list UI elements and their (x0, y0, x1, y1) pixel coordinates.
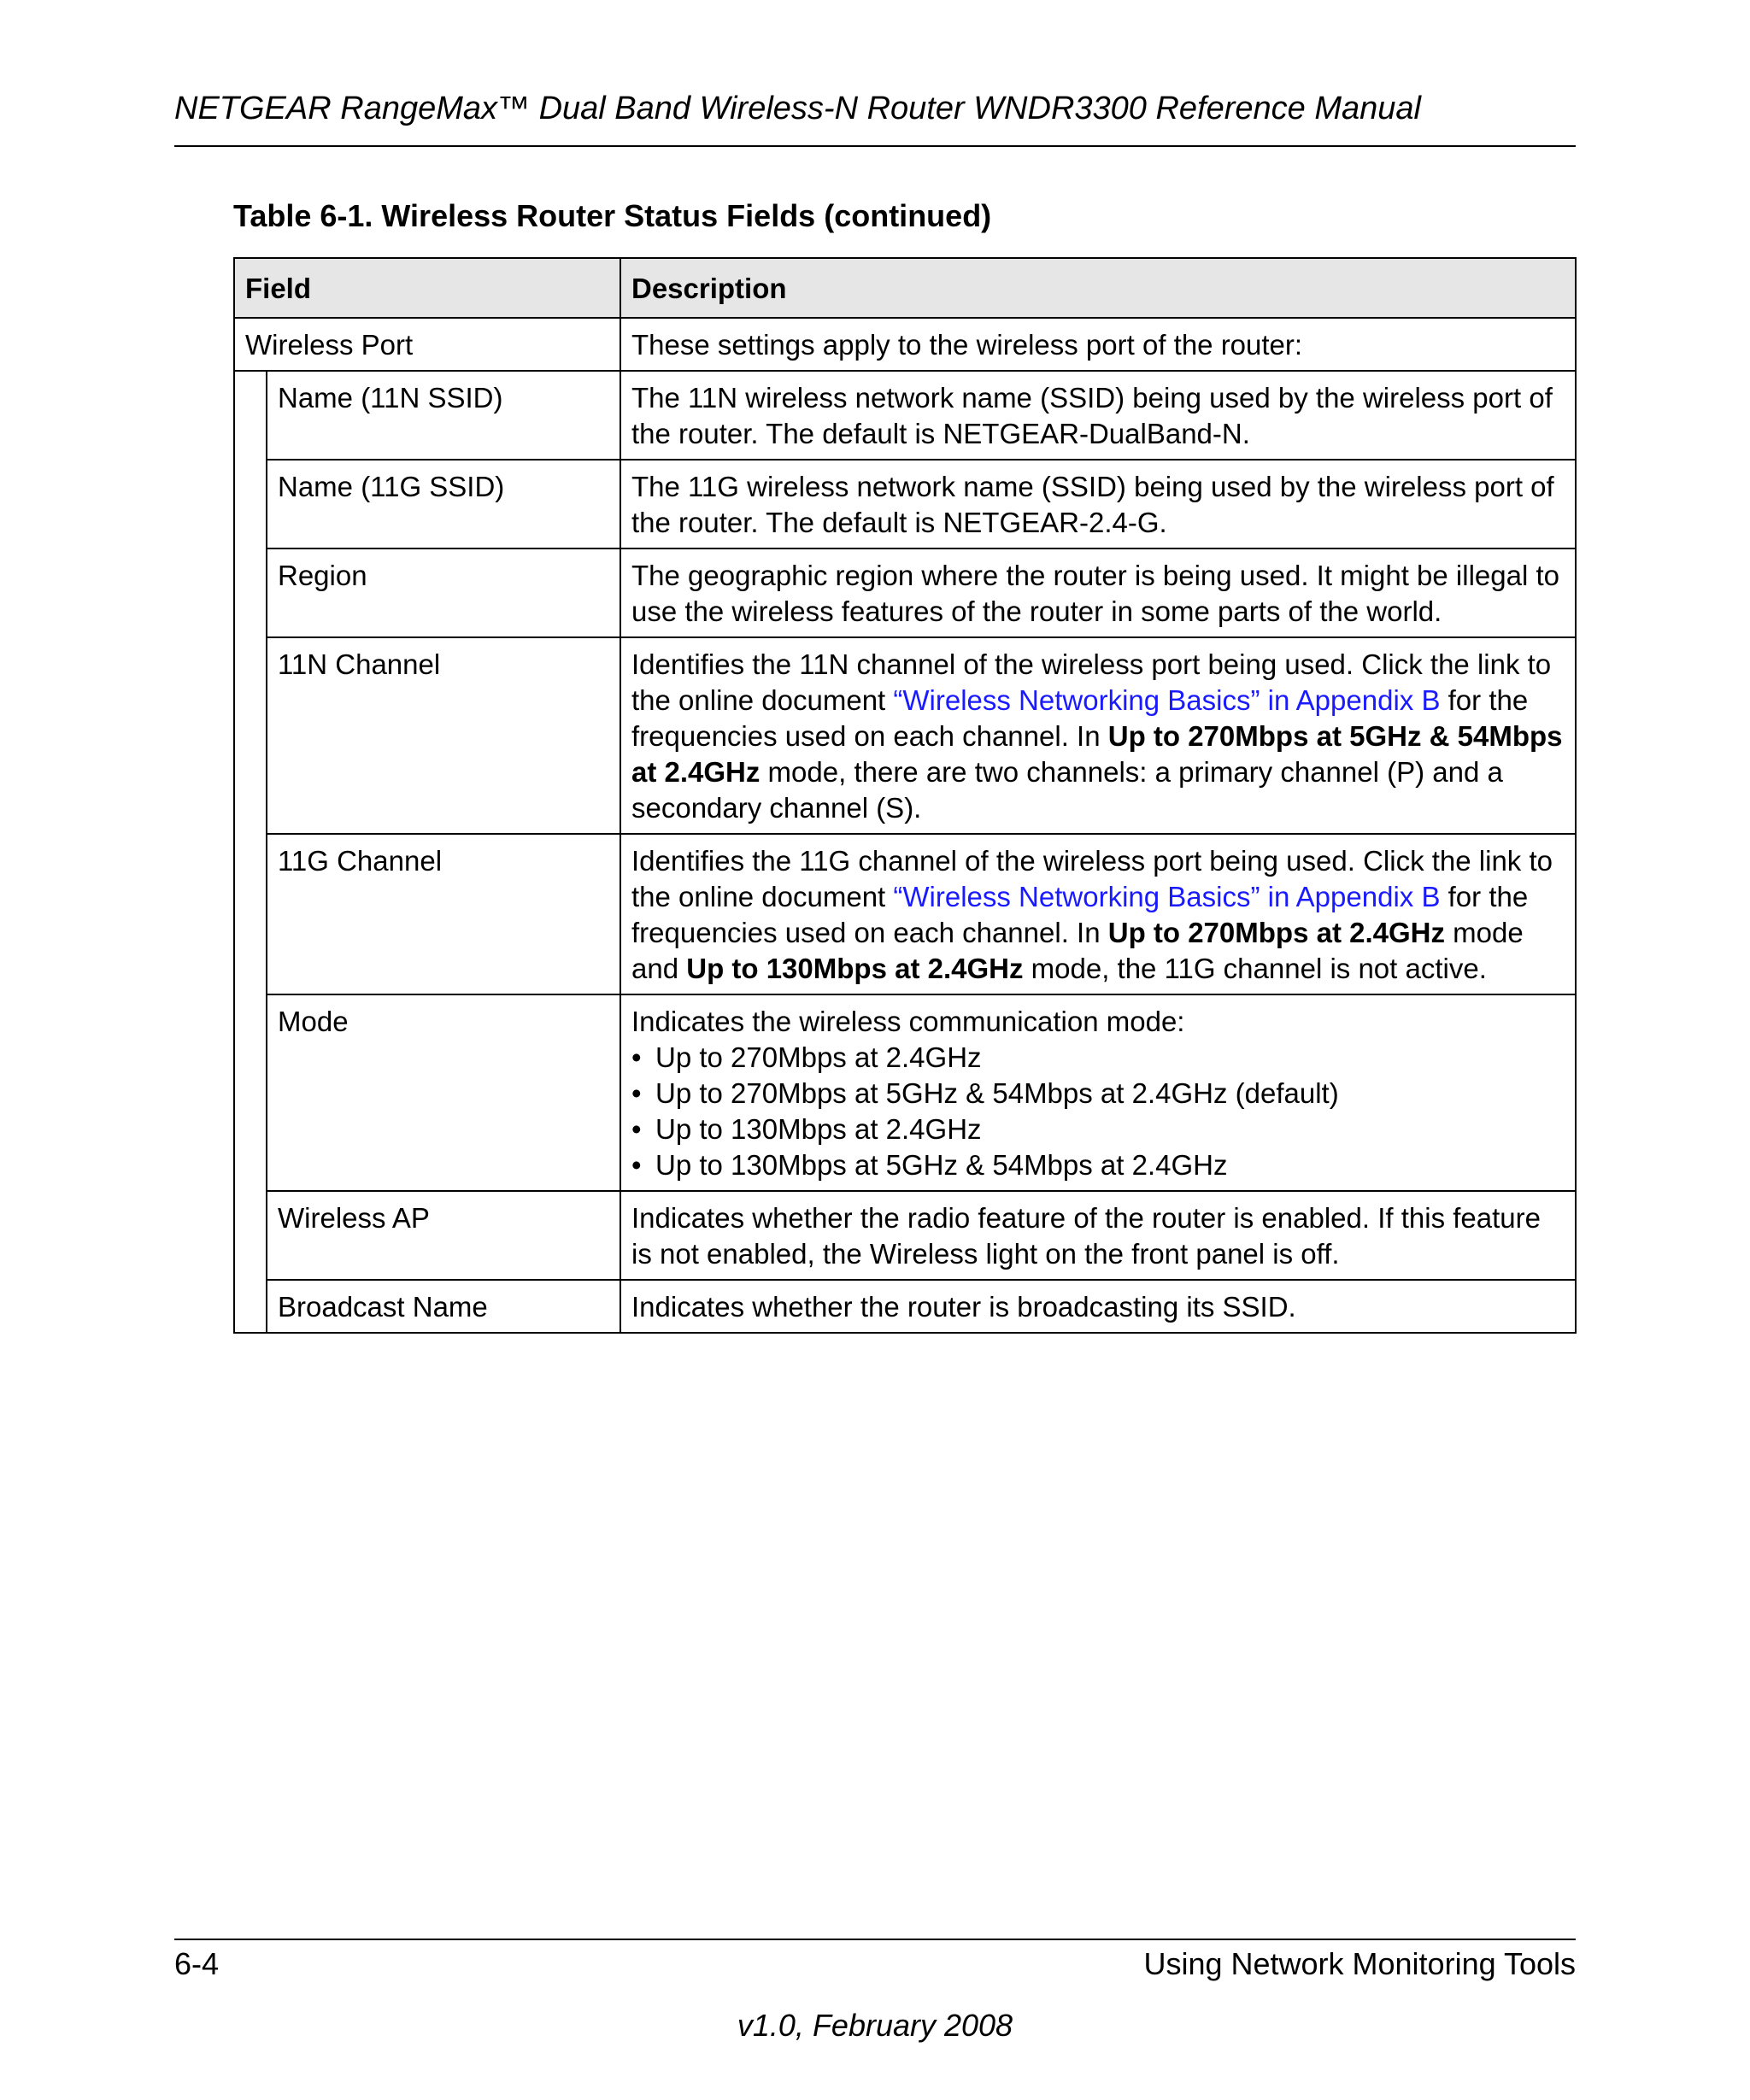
field-cell: Name (11G SSID) (267, 460, 620, 548)
field-cell: Broadcast Name (267, 1280, 620, 1333)
description-text: mode, there are two channels: a primary channel (P) and a secondary channel (S). (631, 756, 1503, 824)
field-cell: Wireless Port (234, 318, 620, 371)
table-row-broadcast-name (234, 1280, 1576, 1333)
field-cell: Wireless AP (267, 1191, 620, 1280)
description-cell: The geographic region where the router is being used. It might be illegal to use the wireless features of the router in some parts of the world. (620, 548, 1576, 637)
appendix-b-link[interactable]: “Wireless Networking Basics” in Appendix B (893, 881, 1441, 912)
table-row-region (234, 548, 1576, 637)
status-fields-table (233, 257, 1577, 1334)
table-header-row (234, 258, 1576, 318)
description-cell: Indicates whether the radio feature of the router is enabled. If this feature is not enabled, the Wireless light on the front panel is off. (620, 1191, 1576, 1280)
description-cell: The 11N wireless network name (SSID) being used by the wireless port of the router. The default is NETGEAR-DualBand-N. (620, 371, 1576, 460)
column-header-field: Field (234, 258, 620, 318)
column-header-description: Description (620, 258, 1576, 318)
description-text: Identifies the 11G channel of the wireless port being used. Click the link to the online document (631, 845, 1553, 912)
running-header: NETGEAR RangeMax™ Dual Band Wireless-N Router WNDR3300 Reference Manual (174, 91, 1421, 126)
table-row-11g-ssid (234, 460, 1576, 548)
mode-intro: Indicates the wireless communication mode: (631, 1006, 1185, 1037)
appendix-b-link[interactable]: “Wireless Networking Basics” in Appendix B (893, 684, 1441, 716)
field-cell: 11N Channel (267, 637, 620, 834)
field-cell: Mode (267, 994, 620, 1191)
description-text: for the frequencies used on each channel. In (631, 684, 1529, 752)
field-cell: Name (11N SSID) (267, 371, 620, 460)
indent-cell (234, 371, 267, 1333)
table-row-mode (234, 994, 1576, 1191)
description-cell (620, 637, 1576, 834)
version-line: v1.0, February 2008 (737, 2008, 1013, 2043)
description-text: for the frequencies used on each channel. In (631, 881, 1529, 948)
mode-list (631, 1040, 1565, 1183)
header-rule (174, 145, 1576, 147)
table-row-11n-channel (234, 637, 1576, 834)
description-cell: Indicates whether the router is broadcasting its SSID. (620, 1280, 1576, 1333)
table-row-wireless-ap (234, 1191, 1576, 1280)
section-title: Using Network Monitoring Tools (1143, 1946, 1576, 1981)
description-cell (620, 994, 1576, 1191)
description-cell: These settings apply to the wireless port of the router: (620, 318, 1576, 371)
table-row-wireless-port (234, 318, 1576, 371)
mode-name: Up to 270Mbps at 5GHz & 54Mbps at 2.4GHz (631, 720, 1563, 788)
description-cell: The 11G wireless network name (SSID) being used by the wireless port of the router. The default is NETGEAR-2.4-G. (620, 460, 1576, 548)
description-cell (620, 834, 1576, 994)
table-title: Table 6-1. Wireless Router Status Fields (continued) (233, 198, 992, 233)
description-text: Identifies the 11N channel of the wireless port being used. Click the link to the online document (631, 648, 1552, 716)
list-item: • Up to 130Mbps at 5GHz & 54Mbps at 2.4GHz (631, 1147, 1565, 1183)
footer-rule (174, 1939, 1576, 1940)
description-text: mode, the 11G channel is not active. (1023, 953, 1487, 984)
field-cell: 11G Channel (267, 834, 620, 994)
field-cell: Region (267, 548, 620, 637)
page-number: 6-4 (174, 1946, 220, 1981)
mode-name: Up to 130Mbps at 2.4GHz (686, 953, 1024, 984)
list-item: • Up to 130Mbps at 2.4GHz (631, 1112, 1565, 1147)
description-text: mode and (631, 917, 1524, 984)
table-row-11n-ssid (234, 371, 1576, 460)
mode-name: Up to 270Mbps at 2.4GHz (1107, 917, 1445, 948)
table-row-11g-channel (234, 834, 1576, 994)
list-item: • Up to 270Mbps at 5GHz & 54Mbps at 2.4GHz (default) (631, 1076, 1565, 1112)
list-item: • Up to 270Mbps at 2.4GHz (631, 1040, 1565, 1076)
